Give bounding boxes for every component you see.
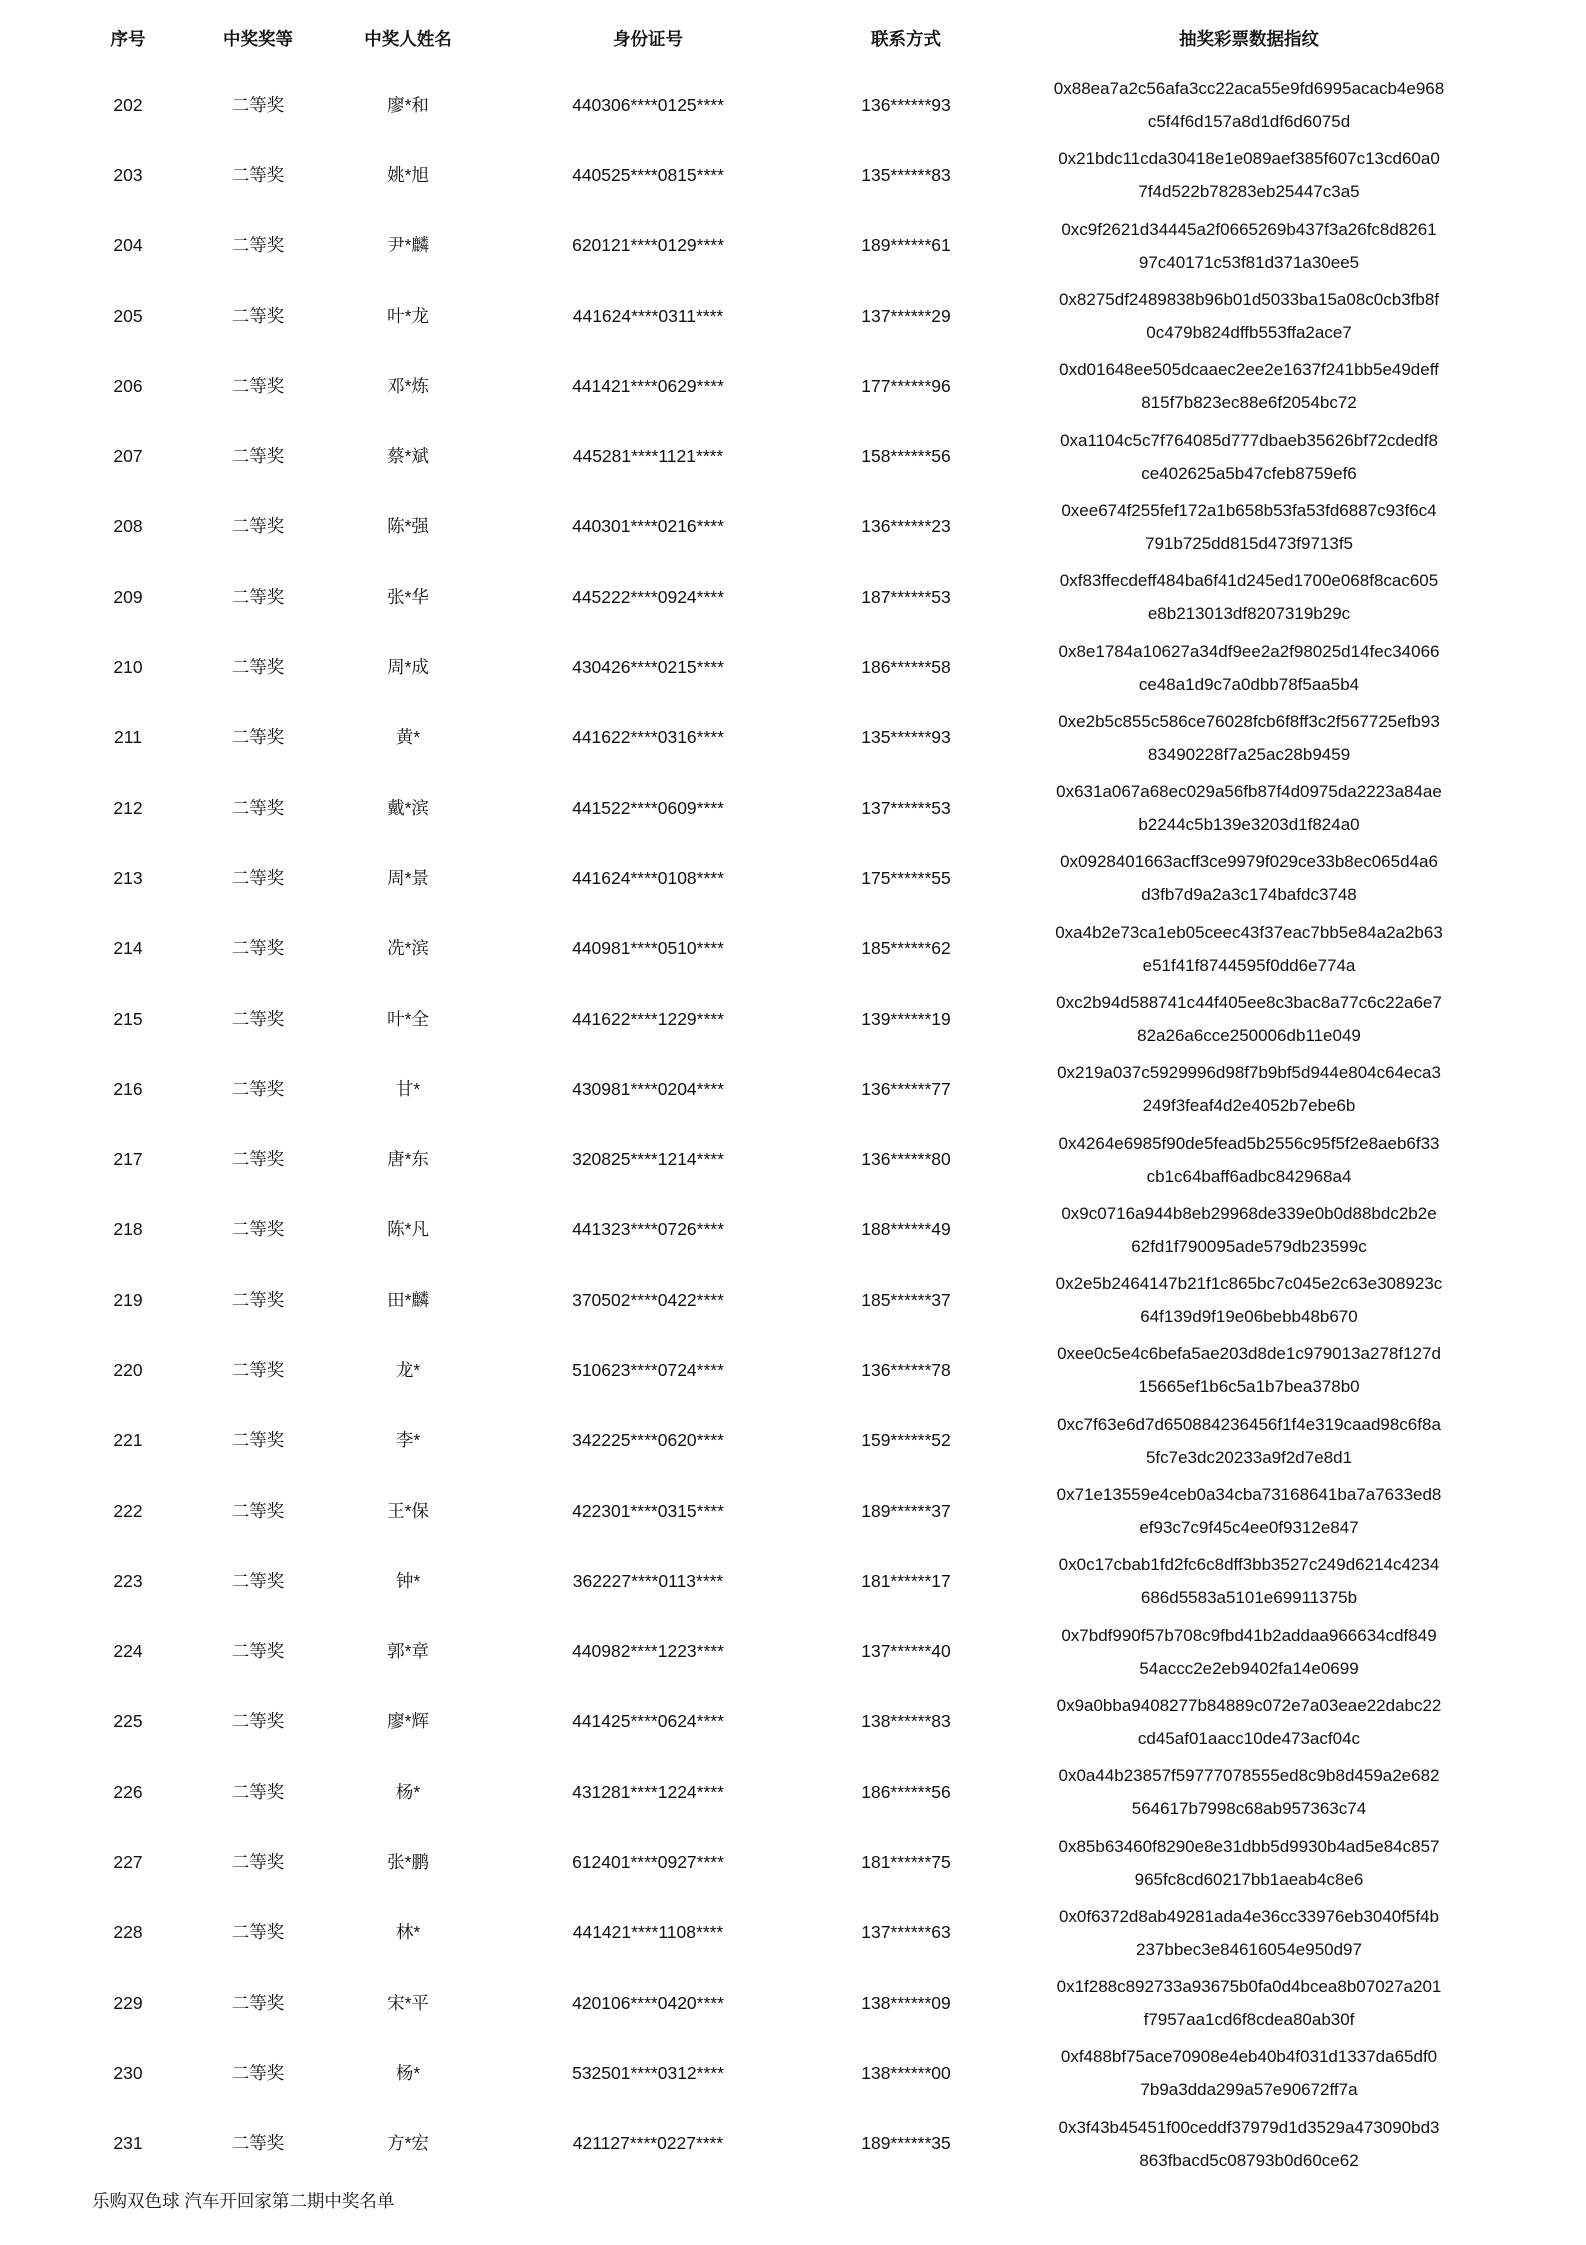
fingerprint-line1: 0xee0c5e4c6befa5ae203d8de1c979013a278f127d [1057, 1344, 1441, 1364]
table-row [0, 70, 1586, 140]
fingerprint-line1: 0xf83ffecdeff484ba6f41d245ed1700e068f8cac605 [1059, 571, 1439, 591]
cell-prize: 二等奖 [231, 1852, 285, 1873]
table-header-row [0, 0, 1586, 70]
cell-winner-name: 张*鹏 [387, 1852, 429, 1873]
cell-id-number: 441323****0726**** [572, 1219, 724, 1240]
cell-fingerprint [1014, 1337, 1484, 1403]
fingerprint-line1: 0x7bdf990f57b708c9fbd41b2addaa966634cdf849 [1061, 1625, 1437, 1645]
cell-winner-name: 尹*麟 [387, 235, 429, 256]
fingerprint-line2: cd45af01aacc10de473acf04c [1137, 1728, 1361, 1748]
cell-seq: 217 [113, 1149, 143, 1170]
cell-phone: 137******40 [861, 1641, 951, 1662]
cell-seq: 228 [113, 1922, 143, 1943]
fingerprint-line2: 249f3feaf4d2e4052b7ebe6b [1142, 1096, 1356, 1116]
cell-winner-name: 黄* [395, 727, 421, 748]
table-row [0, 1406, 1586, 1476]
fingerprint-line2: 83490228f7a25ac28b9459 [1147, 744, 1351, 764]
fingerprint-line2: 863fbacd5c08793b0d60ce62 [1139, 2150, 1359, 2170]
cell-id-number: 441421****1108**** [572, 1922, 724, 1943]
cell-fingerprint [1014, 1267, 1484, 1333]
table-row [0, 632, 1586, 702]
cell-phone: 186******56 [861, 1781, 951, 1802]
cell-phone: 136******93 [861, 94, 951, 115]
cell-prize: 二等奖 [231, 1922, 285, 1943]
cell-prize: 二等奖 [231, 94, 285, 115]
cell-seq: 202 [113, 94, 143, 115]
fingerprint-line2: 791b725dd815d473f9713f5 [1145, 533, 1353, 553]
cell-seq: 230 [113, 2062, 143, 2083]
cell-phone: 188******49 [861, 1219, 951, 1240]
cell-id-number: 440306****0125**** [572, 94, 724, 115]
cell-id-number: 320825****1214**** [572, 1149, 724, 1170]
fingerprint-line1: 0xa1104c5c7f764085d777dbaeb35626bf72cdedf8 [1060, 430, 1438, 450]
cell-winner-name: 叶*龙 [387, 305, 429, 326]
cell-id-number: 612401****0927**** [572, 1852, 724, 1873]
fingerprint-line1: 0x0c17cbab1fd2fc6c8dff3bb3527c249d6214c4234 [1058, 1555, 1440, 1575]
table-row [0, 1757, 1586, 1827]
cell-winner-name: 杨* [395, 1781, 421, 1802]
fingerprint-line2: 686d5583a5101e69911375b [1140, 1588, 1358, 1608]
cell-prize: 二等奖 [231, 164, 285, 185]
cell-seq: 221 [113, 1430, 143, 1451]
fingerprint-line2: 54accc2e2eb9402fa14e0699 [1139, 1658, 1359, 1678]
table-row [0, 984, 1586, 1054]
cell-winner-name: 唐*东 [387, 1149, 429, 1170]
cell-phone: 189******37 [861, 1500, 951, 1521]
cell-winner-name: 叶*全 [387, 1008, 429, 1029]
fingerprint-line1: 0x631a067a68ec029a56fb87f4d0975da2223a84ae [1056, 782, 1442, 802]
cell-seq: 222 [113, 1500, 143, 1521]
cell-winner-name: 廖*辉 [387, 1711, 429, 1732]
cell-phone: 135******83 [861, 164, 951, 185]
cell-fingerprint [1014, 72, 1484, 138]
cell-id-number: 441622****0316**** [572, 727, 724, 748]
cell-phone: 175******55 [861, 867, 951, 888]
cell-seq: 213 [113, 867, 143, 888]
cell-id-number: 421127****0227**** [572, 2133, 724, 2154]
fingerprint-line2: 64f139d9f19e06bebb48b670 [1140, 1307, 1358, 1327]
cell-fingerprint [1014, 705, 1484, 771]
cell-winner-name: 田*麟 [387, 1289, 429, 1310]
cell-seq: 225 [113, 1711, 143, 1732]
cell-fingerprint [1014, 1900, 1484, 1966]
table-row [0, 211, 1586, 281]
table-row [0, 843, 1586, 913]
fingerprint-line1: 0x219a037c5929996d98f7b9bf5d944e804c64eca3 [1057, 1063, 1441, 1083]
cell-fingerprint [1014, 142, 1484, 208]
cell-seq: 216 [113, 1078, 143, 1099]
table-row [0, 492, 1586, 562]
cell-fingerprint [1014, 1759, 1484, 1825]
cell-id-number: 441425****0624**** [572, 1711, 724, 1732]
cell-prize: 二等奖 [231, 235, 285, 256]
fingerprint-line2: ef93c7c9f45c4ee0f9312e847 [1139, 1518, 1359, 1538]
table-row [0, 1617, 1586, 1687]
table-row [0, 421, 1586, 491]
cell-id-number: 441522****0609**** [572, 797, 724, 818]
cell-fingerprint [1014, 283, 1484, 349]
cell-id-number: 620121****0129**** [572, 235, 724, 256]
cell-seq: 214 [113, 938, 143, 959]
cell-seq: 220 [113, 1359, 143, 1380]
cell-winner-name: 龙* [395, 1359, 421, 1380]
fingerprint-line2: ce402625a5b47cfeb8759ef6 [1141, 463, 1357, 483]
fingerprint-line2: 97c40171c53f81d371a30ee5 [1138, 252, 1360, 272]
fingerprint-line2: d3fb7d9a2a3c174bafdc3748 [1141, 885, 1357, 905]
cell-fingerprint [1014, 353, 1484, 419]
cell-winner-name: 周*景 [387, 867, 429, 888]
fingerprint-line1: 0x0928401663acff3ce9979f029ce33b8ec065d4a6 [1060, 852, 1438, 872]
cell-prize: 二等奖 [231, 516, 285, 537]
cell-prize: 二等奖 [231, 1711, 285, 1732]
cell-prize: 二等奖 [231, 727, 285, 748]
cell-id-number: 532501****0312**** [572, 2062, 724, 2083]
cell-seq: 208 [113, 516, 143, 537]
list-caption: 乐购双色球 汽车开回家第二期中奖名单 [92, 2191, 395, 2211]
table-row [0, 140, 1586, 210]
table-row [0, 1265, 1586, 1335]
cell-prize: 二等奖 [231, 1149, 285, 1170]
cell-seq: 219 [113, 1289, 143, 1310]
cell-seq: 227 [113, 1852, 143, 1873]
cell-phone: 139******19 [861, 1008, 951, 1029]
cell-fingerprint [1014, 2040, 1484, 2106]
cell-winner-name: 姚*旭 [387, 164, 429, 185]
column-header-fingerprint: 抽奖彩票数据指纹 [1179, 28, 1319, 49]
fingerprint-line1: 0x88ea7a2c56afa3cc22aca55e9fd6995acacb4e968 [1053, 79, 1445, 99]
fingerprint-line2: 564617b7998c68ab957363c74 [1131, 1799, 1367, 1819]
fingerprint-line1: 0xe2b5c855c586ce76028fcb6f8ff3c2f567725efb93 [1058, 711, 1440, 731]
cell-fingerprint [1014, 1689, 1484, 1755]
column-header-seq: 序号 [110, 28, 146, 49]
fingerprint-line2: 7b9a3dda299a57e90672ff7a [1140, 2080, 1358, 2100]
table-row [0, 1687, 1586, 1757]
cell-id-number: 370502****0422**** [572, 1289, 724, 1310]
cell-prize: 二等奖 [231, 1289, 285, 1310]
cell-winner-name: 陈*凡 [387, 1219, 429, 1240]
table-row [0, 1195, 1586, 1265]
cell-prize: 二等奖 [231, 1219, 285, 1240]
table-row [0, 914, 1586, 984]
cell-phone: 181******75 [861, 1852, 951, 1873]
table-row [0, 1335, 1586, 1405]
cell-fingerprint [1014, 213, 1484, 279]
cell-phone: 189******61 [861, 235, 951, 256]
cell-winner-name: 张*华 [387, 586, 429, 607]
cell-phone: 136******23 [861, 516, 951, 537]
cell-fingerprint [1014, 1127, 1484, 1193]
cell-phone: 159******52 [861, 1430, 951, 1451]
cell-id-number: 441624****0311**** [572, 305, 724, 326]
fingerprint-line1: 0x0a44b23857f59777078555ed8c9b8d459a2e682 [1058, 1766, 1440, 1786]
cell-winner-name: 方*宏 [387, 2133, 429, 2154]
cell-winner-name: 戴*滨 [387, 797, 429, 818]
cell-seq: 205 [113, 305, 143, 326]
cell-seq: 229 [113, 1992, 143, 2013]
cell-seq: 209 [113, 586, 143, 607]
cell-seq: 206 [113, 375, 143, 396]
cell-phone: 137******53 [861, 797, 951, 818]
cell-seq: 210 [113, 657, 143, 678]
cell-id-number: 342225****0620**** [572, 1430, 724, 1451]
cell-id-number: 362227****0113**** [572, 1570, 724, 1591]
fingerprint-line1: 0xf488bf75ace70908e4eb40b4f031d1337da65df0 [1060, 2047, 1438, 2067]
cell-seq: 224 [113, 1641, 143, 1662]
fingerprint-line2: c5f4f6d157a8d1df6d6075d [1147, 112, 1351, 132]
cell-prize: 二等奖 [231, 1992, 285, 2013]
table-row [0, 2038, 1586, 2108]
cell-id-number: 440982****1223**** [572, 1641, 724, 1662]
fingerprint-line1: 0x2e5b2464147b21f1c865bc7c045e2c63e308923c [1055, 1274, 1443, 1294]
fingerprint-line1: 0x71e13559e4ceb0a34cba73168641ba7a7633ed8 [1056, 1485, 1442, 1505]
fingerprint-line1: 0x4264e6985f90de5fead5b2556c95f5f2e8aeb6f33 [1058, 1133, 1440, 1153]
cell-prize: 二等奖 [231, 797, 285, 818]
fingerprint-line1: 0xd01648ee505dcaaec2ee2e1637f241bb5e49deff [1059, 360, 1439, 380]
cell-seq: 203 [113, 164, 143, 185]
cell-phone: 136******78 [861, 1359, 951, 1380]
cell-winner-name: 周*成 [387, 657, 429, 678]
fingerprint-line2: 965fc8cd60217bb1aeab4c8e6 [1134, 1869, 1364, 1889]
cell-prize: 二等奖 [231, 867, 285, 888]
cell-phone: 185******37 [861, 1289, 951, 1310]
fingerprint-line2: b2244c5b139e3203d1f824a0 [1138, 815, 1360, 835]
fingerprint-line2: 0c479b824dffb553ffa2ace7 [1146, 323, 1352, 343]
cell-id-number: 441421****0629**** [572, 375, 724, 396]
cell-seq: 231 [113, 2133, 143, 2154]
column-header-prize: 中奖奖等 [223, 28, 293, 49]
fingerprint-line2: 7f4d522b78283eb25447c3a5 [1138, 182, 1360, 202]
cell-fingerprint [1014, 1619, 1484, 1685]
table-row [0, 773, 1586, 843]
fingerprint-line1: 0x1f288c892733a93675b0fa0d4bcea8b07027a201 [1056, 1977, 1442, 1997]
cell-fingerprint [1014, 1408, 1484, 1474]
table-body [0, 70, 1586, 2179]
cell-prize: 二等奖 [231, 938, 285, 959]
cell-phone: 186******58 [861, 657, 951, 678]
cell-prize: 二等奖 [231, 446, 285, 467]
fingerprint-line1: 0xc2b94d588741c44f405ee8c3bac8a77c6c22a6e7 [1056, 993, 1442, 1012]
fingerprint-line1: 0x0f6372d8ab49281ada4e36cc33976eb3040f5f4b [1058, 1906, 1440, 1926]
cell-phone: 138******83 [861, 1711, 951, 1732]
cell-phone: 189******35 [861, 2133, 951, 2154]
cell-prize: 二等奖 [231, 375, 285, 396]
table-row [0, 2109, 1586, 2179]
cell-seq: 211 [114, 727, 142, 748]
fingerprint-line1: 0xc9f2621d34445a2f0665269b437f3a26fc8d8261 [1061, 219, 1437, 239]
cell-prize: 二等奖 [231, 1359, 285, 1380]
cell-prize: 二等奖 [231, 1641, 285, 1662]
cell-fingerprint [1014, 775, 1484, 841]
fingerprint-line1: 0xa4b2e73ca1eb05ceec43f37eac7bb5e84a2a2b63 [1055, 922, 1443, 942]
fingerprint-line1: 0x3f43b45451f00ceddf37979d1d3529a473090bd3 [1058, 2117, 1440, 2137]
cell-id-number: 440981****0510**** [572, 938, 724, 959]
cell-fingerprint [1014, 424, 1484, 490]
cell-fingerprint [1014, 1548, 1484, 1614]
table-row [0, 281, 1586, 351]
fingerprint-line1: 0x21bdc11cda30418e1e089aef385f607c13cd60a0 [1058, 149, 1440, 169]
cell-phone: 138******09 [861, 1992, 951, 2013]
cell-seq: 223 [113, 1570, 143, 1591]
cell-phone: 138******00 [861, 2062, 951, 2083]
cell-winner-name: 宋*平 [387, 1992, 429, 2013]
table-row [0, 562, 1586, 632]
cell-phone: 185******62 [861, 938, 951, 959]
fingerprint-line1: 0x85b63460f8290e8e31dbb5d9930b4ad5e84c857 [1058, 1836, 1440, 1856]
cell-id-number: 441622****1229**** [572, 1008, 724, 1029]
cell-prize: 二等奖 [231, 657, 285, 678]
fingerprint-line1: 0x8e1784a10627a34df9ee2a2f98025d14fec34066 [1058, 641, 1440, 661]
cell-winner-name: 廖*和 [387, 94, 429, 115]
cell-seq: 226 [113, 1781, 143, 1802]
cell-id-number: 440525****0815**** [572, 164, 724, 185]
cell-winner-name: 陈*强 [387, 516, 429, 537]
cell-seq: 204 [113, 235, 143, 256]
cell-phone: 177******96 [861, 375, 951, 396]
cell-winner-name: 冼*滨 [387, 938, 429, 959]
cell-winner-name: 李* [395, 1430, 421, 1451]
cell-id-number: 441624****0108**** [572, 867, 724, 888]
cell-prize: 二等奖 [231, 1500, 285, 1521]
cell-prize: 二等奖 [231, 1781, 285, 1802]
fingerprint-line2: f7957aa1cd6f8cdea80ab30f [1143, 2010, 1355, 2030]
cell-fingerprint [1014, 1197, 1484, 1263]
cell-winner-name: 郭*章 [387, 1641, 429, 1662]
cell-winner-name: 杨* [395, 2062, 421, 2083]
cell-seq: 207 [113, 446, 143, 467]
fingerprint-line1: 0x8275df2489838b96b01d5033ba15a08c0cb3fb8f [1058, 290, 1440, 310]
cell-winner-name: 王*保 [387, 1500, 429, 1521]
column-header-id-number: 身份证号 [613, 28, 683, 49]
cell-fingerprint [1014, 1478, 1484, 1544]
cell-id-number: 445222****0924**** [572, 586, 724, 607]
fingerprint-line2: 15665ef1b6c5a1b7bea378b0 [1138, 1377, 1360, 1397]
fingerprint-line1: 0xc7f63e6d7d650884236456f1f4e319caad98c6f8a [1057, 1414, 1441, 1434]
cell-prize: 二等奖 [231, 2133, 285, 2154]
table-row [0, 1476, 1586, 1546]
fingerprint-line2: e8b213013df8207319b29c [1147, 604, 1351, 624]
fingerprint-line2: ce48a1d9c7a0dbb78f5aa5b4 [1138, 674, 1360, 694]
fingerprint-line1: 0x9a0bba9408277b84889c072e7a03eae22dabc22 [1056, 1695, 1442, 1715]
cell-seq: 218 [113, 1219, 143, 1240]
fingerprint-line2: 815f7b823ec88e6f2054bc72 [1141, 393, 1357, 413]
cell-prize: 二等奖 [231, 2062, 285, 2083]
column-header-winner-name: 中奖人姓名 [364, 28, 452, 49]
cell-seq: 212 [113, 797, 143, 818]
cell-fingerprint [1014, 635, 1484, 701]
table-row [0, 1546, 1586, 1616]
fingerprint-line2: 62fd1f790095ade579db23599c [1131, 1236, 1367, 1256]
cell-fingerprint [1014, 986, 1484, 1052]
cell-winner-name: 甘* [395, 1078, 421, 1099]
table-row [0, 1898, 1586, 1968]
table-row [0, 1827, 1586, 1897]
cell-fingerprint [1014, 564, 1484, 630]
fingerprint-line1: 0xee674f255fef172a1b658b53fa53fd6887c93f6c4 [1061, 500, 1437, 520]
table-row [0, 351, 1586, 421]
cell-phone: 187******53 [861, 586, 951, 607]
cell-fingerprint [1014, 1056, 1484, 1122]
cell-fingerprint [1014, 1970, 1484, 2036]
cell-id-number: 510623****0724**** [572, 1359, 724, 1380]
cell-phone: 158******56 [861, 446, 951, 467]
cell-id-number: 420106****0420**** [572, 1992, 724, 2013]
cell-winner-name: 林* [395, 1922, 421, 1943]
cell-fingerprint [1014, 916, 1484, 982]
cell-id-number: 445281****1121**** [572, 446, 724, 467]
cell-id-number: 430981****0204**** [572, 1078, 724, 1099]
fingerprint-line2: 82a26a6cce250006db11e049 [1137, 1026, 1361, 1045]
cell-phone: 135******93 [861, 727, 951, 748]
cell-phone: 181******17 [861, 1570, 951, 1591]
cell-id-number: 431281****1224**** [572, 1781, 724, 1802]
cell-prize: 二等奖 [231, 1008, 285, 1029]
cell-prize: 二等奖 [231, 1570, 285, 1591]
cell-prize: 二等奖 [231, 305, 285, 326]
table-row [0, 1968, 1586, 2038]
cell-id-number: 440301****0216**** [572, 516, 724, 537]
table-row [0, 1054, 1586, 1124]
cell-fingerprint [1014, 1830, 1484, 1896]
table-row [0, 1124, 1586, 1194]
cell-winner-name: 蔡*斌 [387, 446, 429, 467]
cell-winner-name: 邓*炼 [387, 375, 429, 396]
cell-seq: 215 [113, 1008, 143, 1029]
cell-fingerprint [1014, 494, 1484, 560]
fingerprint-line2: e51f41f8744595f0dd6e774a [1142, 955, 1356, 975]
cell-prize: 二等奖 [231, 586, 285, 607]
cell-phone: 137******63 [861, 1922, 951, 1943]
fingerprint-line2: cb1c64baff6adbc842968a4 [1146, 1166, 1352, 1186]
column-header-phone: 联系方式 [871, 28, 941, 49]
cell-phone: 136******77 [861, 1078, 951, 1099]
cell-id-number: 422301****0315**** [572, 1500, 724, 1521]
table-row [0, 703, 1586, 773]
cell-id-number: 430426****0215**** [572, 657, 724, 678]
cell-winner-name: 钟* [395, 1570, 421, 1591]
fingerprint-line1: 0x9c0716a944b8eb29968de339e0b0d88bdc2b2e [1061, 1203, 1437, 1223]
fingerprint-line2: 237bbec3e84616054e950d97 [1136, 1939, 1362, 1959]
fingerprint-line2: 5fc7e3dc20233a9f2d7e8d1 [1145, 1447, 1353, 1467]
cell-prize: 二等奖 [231, 1078, 285, 1099]
cell-fingerprint [1014, 2111, 1484, 2177]
cell-prize: 二等奖 [231, 1430, 285, 1451]
cell-fingerprint [1014, 845, 1484, 911]
cell-phone: 137******29 [861, 305, 951, 326]
cell-phone: 136******80 [861, 1149, 951, 1170]
